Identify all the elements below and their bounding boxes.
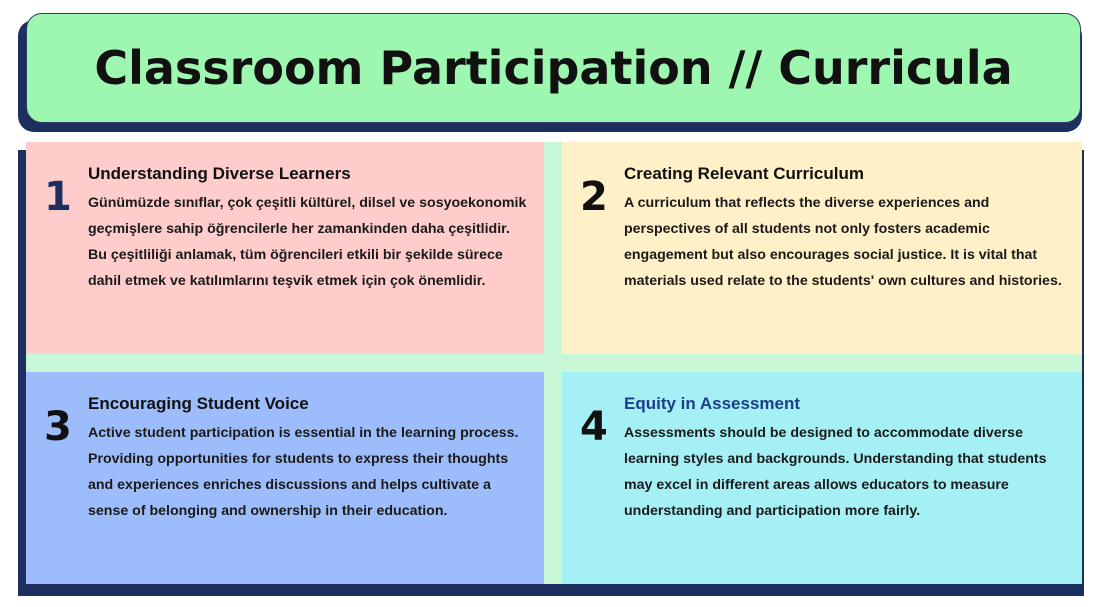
card-encouraging-student-voice — [26, 372, 544, 584]
card-equity-in-assessment — [562, 372, 1082, 584]
card-understanding-diverse-learners — [26, 142, 544, 354]
card-number: 2 — [580, 174, 608, 220]
card-text: Active student participation is essential in the learning process. Providing opportunities for students to express their thoughts and experiences enriches discussions and helps cultivate a sense of belonging and ownership in their education. — [88, 425, 519, 519]
page-title: Classroom Participation // Curricula — [94, 41, 1013, 95]
card-grid — [26, 142, 1082, 584]
card-number: 3 — [44, 404, 72, 450]
card-number: 4 — [580, 404, 608, 450]
card-number: 1 — [44, 174, 72, 220]
card-text: Assessments should be designed to accommodate diverse learning styles and backgrounds. Understanding that students may excel in different areas allows educators to measure understanding and participation more fairly. — [624, 425, 1047, 519]
card-text: Günümüzde sınıflar, çok çeşitli kültürel, dilsel ve sosyoekonomik geçmişlere sahip öğrencilerle her zamankinden daha çeşitlidir. Bu çeşitliliği anlamak, tüm öğrencileri etkili bir şekilde sürece dahil etmek ve katılımlarını teşvik etmek için çok önemlidir. — [88, 195, 527, 289]
card-text: A curriculum that reflects the diverse experiences and perspectives of all students not only fosters academic engagement but also encourages social justice. It is vital that materials used relate to the students' own cultures and histories. — [624, 195, 1062, 289]
card-creating-relevant-curriculum — [562, 142, 1082, 354]
card-heading: Equity in Assessment — [624, 394, 801, 413]
card-heading: Understanding Diverse Learners — [88, 164, 351, 183]
title-banner — [26, 13, 1081, 123]
card-heading: Encouraging Student Voice — [88, 394, 309, 413]
card-heading: Creating Relevant Curriculum — [624, 164, 864, 183]
